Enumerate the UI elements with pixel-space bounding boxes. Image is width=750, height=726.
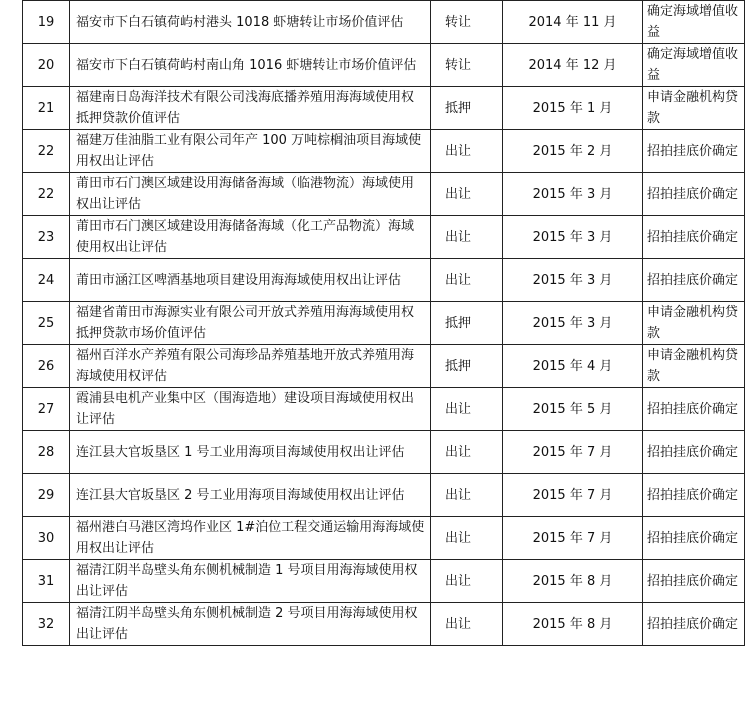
appraisal-purpose: 申请金融机构贷款 [643, 302, 745, 345]
table-row [23, 259, 745, 302]
appraisal-purpose: 招拍挂底价确定 [643, 474, 745, 517]
appraisal-date: 2015 年 3 月 [503, 216, 643, 259]
appraisal-date: 2015 年 5 月 [503, 388, 643, 431]
row-number: 30 [23, 517, 70, 560]
appraisal-purpose: 招拍挂底价确定 [643, 259, 745, 302]
transaction-type: 出让 [431, 130, 503, 173]
row-number: 27 [23, 388, 70, 431]
appraisal-table [22, 0, 745, 646]
row-number: 20 [23, 44, 70, 87]
row-number: 26 [23, 345, 70, 388]
table-row [23, 388, 745, 431]
appraisal-purpose: 招拍挂底价确定 [643, 173, 745, 216]
transaction-type: 出让 [431, 173, 503, 216]
table-row [23, 603, 745, 646]
row-number: 21 [23, 87, 70, 130]
row-number: 32 [23, 603, 70, 646]
table-row [23, 87, 745, 130]
row-number: 22 [23, 130, 70, 173]
row-number: 22 [23, 173, 70, 216]
project-name: 福安市下白石镇荷屿村港头 1018 虾塘转让市场价值评估 [70, 1, 431, 44]
appraisal-date: 2015 年 2 月 [503, 130, 643, 173]
project-name: 福州百洋水产养殖有限公司海珍品养殖基地开放式养殖用海海域使用权评估 [70, 345, 431, 388]
appraisal-purpose: 确定海域增值收益 [643, 1, 745, 44]
appraisal-purpose: 申请金融机构贷款 [643, 87, 745, 130]
transaction-type: 转让 [431, 1, 503, 44]
row-number: 29 [23, 474, 70, 517]
project-name: 福安市下白石镇荷屿村南山角 1016 虾塘转让市场价值评估 [70, 44, 431, 87]
transaction-type: 出让 [431, 603, 503, 646]
row-number: 24 [23, 259, 70, 302]
appraisal-date: 2015 年 3 月 [503, 302, 643, 345]
table-row [23, 560, 745, 603]
appraisal-purpose: 招拍挂底价确定 [643, 431, 745, 474]
appraisal-date: 2015 年 8 月 [503, 603, 643, 646]
project-name: 连江县大官坂垦区 1 号工业用海项目海域使用权出让评估 [70, 431, 431, 474]
project-name: 莆田市石门澳区域建设用海储备海域（临港物流）海域使用权出让评估 [70, 173, 431, 216]
project-name: 福清江阴半岛壁头角东侧机械制造 2 号项目用海海域使用权出让评估 [70, 603, 431, 646]
appraisal-purpose: 招拍挂底价确定 [643, 603, 745, 646]
project-name: 霞浦县电机产业集中区（围海造地）建设项目海域使用权出让评估 [70, 388, 431, 431]
transaction-type: 抵押 [431, 345, 503, 388]
transaction-type: 出让 [431, 216, 503, 259]
transaction-type: 出让 [431, 474, 503, 517]
transaction-type: 出让 [431, 517, 503, 560]
transaction-type: 抵押 [431, 302, 503, 345]
project-name: 福州港白马港区湾坞作业区 1#泊位工程交通运输用海海域使用权出让评估 [70, 517, 431, 560]
table-row [23, 216, 745, 259]
appraisal-date: 2015 年 1 月 [503, 87, 643, 130]
transaction-type: 转让 [431, 44, 503, 87]
transaction-type: 抵押 [431, 87, 503, 130]
transaction-type: 出让 [431, 431, 503, 474]
appraisal-purpose: 招拍挂底价确定 [643, 216, 745, 259]
row-number: 23 [23, 216, 70, 259]
appraisal-purpose: 招拍挂底价确定 [643, 388, 745, 431]
project-name: 福建省莆田市海源实业有限公司开放式养殖用海海域使用权抵押贷款市场价值评估 [70, 302, 431, 345]
table-row [23, 431, 745, 474]
row-number: 31 [23, 560, 70, 603]
appraisal-date: 2015 年 7 月 [503, 431, 643, 474]
table-row [23, 517, 745, 560]
appraisal-purpose: 招拍挂底价确定 [643, 560, 745, 603]
project-name: 福建南日岛海洋技术有限公司浅海底播养殖用海海域使用权抵押贷款价值评估 [70, 87, 431, 130]
appraisal-date: 2015 年 3 月 [503, 259, 643, 302]
table-row [23, 302, 745, 345]
transaction-type: 出让 [431, 388, 503, 431]
table-row [23, 130, 745, 173]
appraisal-date: 2014 年 11 月 [503, 1, 643, 44]
table-row [23, 173, 745, 216]
appraisal-purpose: 招拍挂底价确定 [643, 517, 745, 560]
document-page [22, 0, 744, 646]
table-row [23, 44, 745, 87]
row-number: 19 [23, 1, 70, 44]
table-row [23, 1, 745, 44]
appraisal-date: 2015 年 7 月 [503, 474, 643, 517]
project-name: 福建万佳油脂工业有限公司年产 100 万吨棕榈油项目海域使用权出让评估 [70, 130, 431, 173]
appraisal-date: 2015 年 7 月 [503, 517, 643, 560]
table-row [23, 474, 745, 517]
row-number: 28 [23, 431, 70, 474]
transaction-type: 出让 [431, 560, 503, 603]
appraisal-purpose: 招拍挂底价确定 [643, 130, 745, 173]
appraisal-purpose: 申请金融机构贷款 [643, 345, 745, 388]
appraisal-date: 2015 年 8 月 [503, 560, 643, 603]
appraisal-date: 2015 年 3 月 [503, 173, 643, 216]
project-name: 福清江阴半岛壁头角东侧机械制造 1 号项目用海海域使用权出让评估 [70, 560, 431, 603]
table-row [23, 345, 745, 388]
table-body [23, 1, 745, 646]
project-name: 连江县大官坂垦区 2 号工业用海项目海域使用权出让评估 [70, 474, 431, 517]
appraisal-date: 2015 年 4 月 [503, 345, 643, 388]
appraisal-purpose: 确定海域增值收益 [643, 44, 745, 87]
row-number: 25 [23, 302, 70, 345]
appraisal-date: 2014 年 12 月 [503, 44, 643, 87]
transaction-type: 出让 [431, 259, 503, 302]
project-name: 莆田市石门澳区域建设用海储备海域（化工产品物流）海域使用权出让评估 [70, 216, 431, 259]
project-name: 莆田市涵江区啤酒基地项目建设用海海域使用权出让评估 [70, 259, 431, 302]
